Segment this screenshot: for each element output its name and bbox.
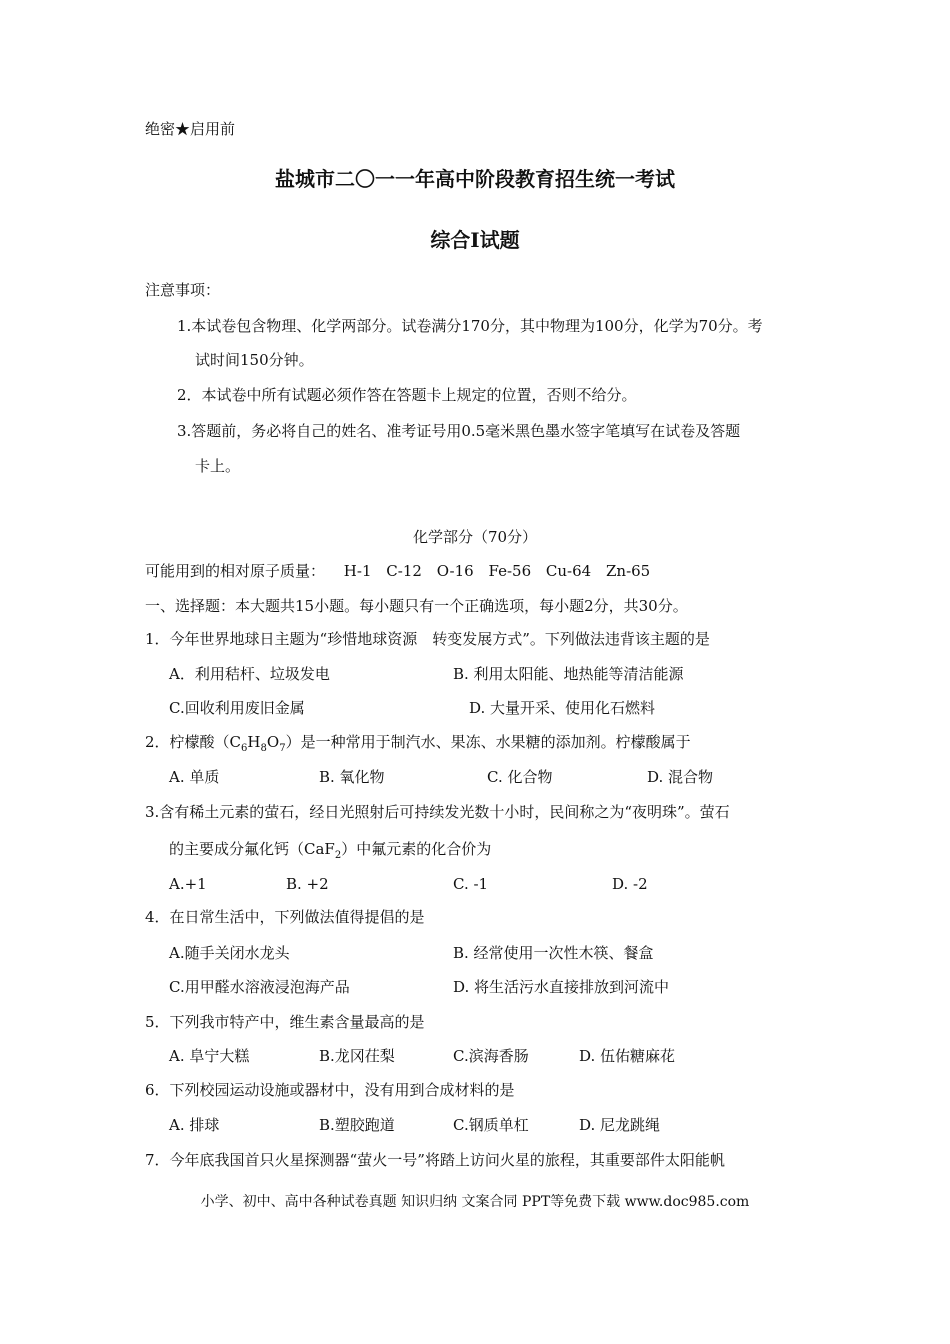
atomic-mass-h: H-1 bbox=[343, 562, 372, 580]
q6-option-d: D. 尼龙跳绳 bbox=[579, 1116, 661, 1134]
q7-stem: 7．今年底我国首只火星探测器“萤火一号”将踏上访问火星的旅程，其重要部件太阳能帆 bbox=[145, 1151, 725, 1169]
q4-option-a: A.随手关闭水龙头 bbox=[169, 944, 290, 962]
q4-option-c: C.用甲醛水溶液浸泡海产品 bbox=[169, 978, 350, 996]
q3-stem-post: ）中氟元素的化合价为 bbox=[341, 840, 492, 858]
q5-option-c: C.滨海香肠 bbox=[453, 1047, 529, 1065]
notice-item-3: 3.答题前，务必将自己的姓名、准考证号用0.5毫米黑色墨水签字笔填写在试卷及答题 bbox=[177, 422, 741, 440]
notice-item-1: 1.本试卷包含物理、化学两部分。试卷满分170分，其中物理为100分，化学为70分。考 bbox=[177, 317, 763, 335]
q3-option-b: B. +2 bbox=[286, 875, 329, 893]
part1-heading: 一、选择题：本大题共15小题。每小题只有一个正确选项，每小题2分，共30分。 bbox=[145, 597, 688, 615]
q1-option-a: A．利用秸杆、垃圾发电 bbox=[169, 665, 330, 683]
q5-option-b: B.龙冈茌梨 bbox=[319, 1047, 395, 1065]
q3-option-a: A.+1 bbox=[169, 875, 207, 893]
q3-sub: 2 bbox=[334, 850, 342, 861]
atomic-mass-o: O-16 bbox=[436, 562, 474, 580]
atomic-mass-label: 可能用到的相对原子质量： bbox=[145, 562, 326, 580]
notice-item-1-cont: 试时间150分钟。 bbox=[195, 351, 314, 369]
q2-h: H bbox=[247, 733, 261, 751]
q6-stem: 6．下列校园运动设施或器材中，没有用到合成材料的是 bbox=[145, 1081, 515, 1099]
q2-option-b: B. 氧化物 bbox=[319, 768, 385, 786]
q3-option-c: C. -1 bbox=[453, 875, 489, 893]
q4-option-d: D. 将生活污水直接排放到河流中 bbox=[453, 978, 670, 996]
q5-option-a: A. 阜宁大糕 bbox=[169, 1047, 250, 1065]
confidential-mark: 绝密★启用前 bbox=[145, 120, 236, 138]
notice-item-3-cont: 卡上。 bbox=[195, 457, 241, 475]
atomic-mass-line bbox=[145, 561, 650, 581]
q2-option-d: D. 混合物 bbox=[647, 768, 714, 786]
atomic-mass-zn: Zn-65 bbox=[605, 562, 651, 580]
atomic-mass-fe: Fe-56 bbox=[488, 562, 532, 580]
q6-option-a: A. 排球 bbox=[169, 1116, 220, 1134]
page-footer: 小学、初中、高中各种试卷真题 知识归纳 文案合同 PPT等免费下载 www.doc985.com bbox=[200, 1194, 750, 1210]
q2-stem bbox=[145, 732, 691, 752]
q1-stem: 1．今年世界地球日主题为“珍惜地球资源 转变发展方式”。下列做法违背该主题的是 bbox=[145, 630, 710, 648]
q6-option-b: B.塑胶跑道 bbox=[319, 1116, 395, 1134]
q2-stem-post: ）是一种常用于制汽水、果冻、水果糖的添加剂。柠檬酸属于 bbox=[285, 733, 691, 751]
chem-section-title: 化学部分（70分） bbox=[412, 528, 538, 546]
q2-option-c: C. 化合物 bbox=[487, 768, 553, 786]
q2-stem-pre: 2．柠檬酸（C bbox=[145, 733, 242, 751]
notice-heading: 注意事项： bbox=[145, 281, 221, 299]
q5-option-d: D. 伍佑糖麻花 bbox=[579, 1047, 676, 1065]
atomic-mass-c: C-12 bbox=[386, 562, 422, 580]
q2-sub-c: 6 bbox=[241, 743, 248, 754]
q5-stem: 5．下列我市特产中，维生素含量最高的是 bbox=[145, 1013, 425, 1031]
q3-stem: 3.含有稀土元素的萤石，经日光照射后可持续发光数十小时，民间称之为“夜明珠”。萤石 bbox=[145, 803, 730, 821]
q1-option-c: C.回收利用废旧金属 bbox=[169, 699, 305, 717]
atomic-mass-cu: Cu-64 bbox=[545, 562, 592, 580]
q1-option-d: D. 大量开采、使用化石燃料 bbox=[469, 699, 656, 717]
q2-option-a: A. 单质 bbox=[169, 768, 220, 786]
q3-option-d: D. -2 bbox=[612, 875, 648, 893]
q2-sub-o: 7 bbox=[279, 743, 286, 754]
q2-o: O bbox=[266, 733, 280, 751]
page-subtitle: 综合Ⅰ试题 bbox=[430, 228, 520, 252]
notice-item-2: 2．本试卷中所有试题必须作答在答题卡上规定的位置，否则不给分。 bbox=[177, 386, 637, 404]
q4-option-b: B. 经常使用一次性木筷、餐盒 bbox=[453, 944, 654, 962]
q6-option-c: C.钢质单杠 bbox=[453, 1116, 529, 1134]
q3-stem-pre: 的主要成分氟化钙（CaF bbox=[169, 840, 335, 858]
page-title: 盐城市二〇一一年高中阶段教育招生统一考试 bbox=[275, 167, 675, 191]
q1-option-b: B. 利用太阳能、地热能等清洁能源 bbox=[453, 665, 684, 683]
q4-stem: 4．在日常生活中，下列做法值得提倡的是 bbox=[145, 908, 425, 926]
q3-stem-cont bbox=[169, 839, 491, 859]
q2-sub-h: 8 bbox=[260, 743, 267, 754]
